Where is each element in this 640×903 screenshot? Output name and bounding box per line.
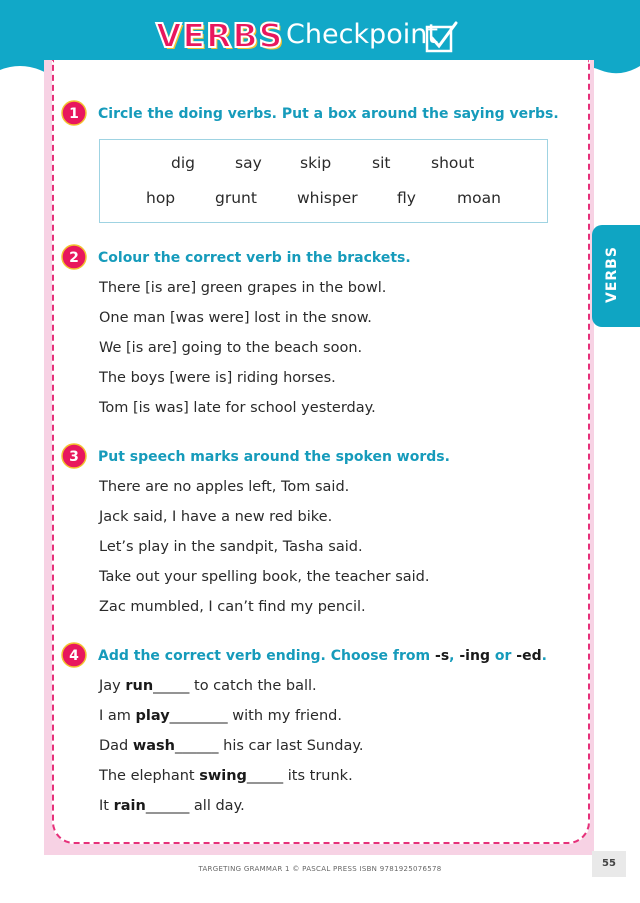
svg-text:4: 4 <box>69 648 79 664</box>
number-badge-3 <box>61 443 87 469</box>
instruction-3: Put speech marks around the spoken words. <box>98 449 450 465</box>
answer-blank[interactable]: _____ <box>153 678 190 694</box>
fill-in-line[interactable] <box>99 798 245 814</box>
page-number: 55 <box>592 851 626 877</box>
word-skip[interactable]: skip <box>300 154 332 172</box>
verb-word: rain <box>113 798 146 814</box>
word-dig[interactable]: dig <box>171 154 195 172</box>
side-tab <box>592 225 640 327</box>
checkbox-check-icon <box>425 20 459 54</box>
verb-word: run <box>125 678 154 694</box>
word-grunt[interactable]: grunt <box>215 189 257 207</box>
word-sit[interactable]: sit <box>372 154 391 172</box>
line-post: his car last Sunday. <box>218 738 364 754</box>
answer-blank[interactable]: ______ <box>175 738 219 754</box>
number-badge-2 <box>61 244 87 270</box>
verb-word: swing <box>199 768 247 784</box>
sentence-line[interactable]: The boys [were is] riding horses. <box>99 370 336 386</box>
sentence-line[interactable]: Tom [is was] late for school yesterday. <box>99 400 376 416</box>
line-post: its trunk. <box>283 768 353 784</box>
ending-ing: -ing <box>459 648 490 664</box>
title-checkpoint: Checkpoint <box>286 19 438 50</box>
svg-text:3: 3 <box>69 449 79 465</box>
line-pre: The elephant <box>99 768 200 784</box>
svg-text:1: 1 <box>69 106 79 122</box>
line-pre: Jay <box>99 678 126 694</box>
ending-s: -s <box>435 648 450 664</box>
number-badge-4 <box>61 642 87 668</box>
sentence-line[interactable]: There [is are] green grapes in the bowl. <box>99 280 387 296</box>
number-badge-1 <box>61 100 87 126</box>
word-hop[interactable]: hop <box>146 189 176 207</box>
sentence-line[interactable]: There are no apples left, Tom said. <box>99 479 350 495</box>
sentence-line[interactable]: Let’s play in the sandpit, Tasha said. <box>99 539 363 555</box>
sentence-line[interactable]: We [is are] going to the beach soon. <box>99 340 363 356</box>
verb-word: play <box>135 708 170 724</box>
answer-blank[interactable]: _____ <box>246 768 284 784</box>
word-box <box>99 139 548 223</box>
word-moan[interactable]: moan <box>457 189 501 207</box>
sep-period: . <box>541 648 547 664</box>
sentence-line[interactable]: Jack said, I have a new red bike. <box>99 509 333 525</box>
line-pre: I am <box>99 708 136 724</box>
line-post: to catch the ball. <box>189 678 317 694</box>
fill-in-line[interactable] <box>99 708 342 724</box>
instruction-1: Circle the doing verbs. Put a box around the saying verbs. <box>98 106 559 122</box>
instruction-4 <box>98 648 547 664</box>
sentence-line[interactable]: One man [was were] lost in the snow. <box>99 310 372 326</box>
instruction-2: Colour the correct verb in the brackets. <box>98 250 411 266</box>
fill-in-line[interactable] <box>99 678 317 694</box>
line-post: all day. <box>189 798 245 814</box>
svg-text:2: 2 <box>69 250 79 266</box>
answer-blank[interactable]: ________ <box>169 708 228 724</box>
title-verbs: VERBS <box>156 16 284 55</box>
sentence-line[interactable]: Take out your spelling book, the teacher said. <box>99 569 430 585</box>
answer-blank[interactable]: ______ <box>145 798 190 814</box>
fill-in-line[interactable] <box>99 738 364 754</box>
fill-in-line[interactable] <box>99 768 353 784</box>
side-tab-label: VERBS <box>604 246 620 303</box>
line-pre: It <box>99 798 114 814</box>
sep-comma: , <box>449 648 460 664</box>
word-shout[interactable]: shout <box>431 154 475 172</box>
word-whisper[interactable]: whisper <box>297 189 358 207</box>
word-fly[interactable]: fly <box>397 189 416 207</box>
word-say[interactable]: say <box>235 154 262 172</box>
footer-credit: TARGETING GRAMMAR 1 © PASCAL PRESS ISBN 9781925076578 <box>198 865 442 873</box>
ending-ed: -ed <box>516 648 542 664</box>
line-post: with my friend. <box>227 708 342 724</box>
instruction-4-text: Add the correct verb ending. Choose from <box>98 648 436 664</box>
line-pre: Dad <box>99 738 133 754</box>
verb-word: wash <box>132 738 176 754</box>
sentence-line[interactable]: Zac mumbled, I can’t find my pencil. <box>99 599 366 615</box>
sep-or: or <box>489 648 517 664</box>
